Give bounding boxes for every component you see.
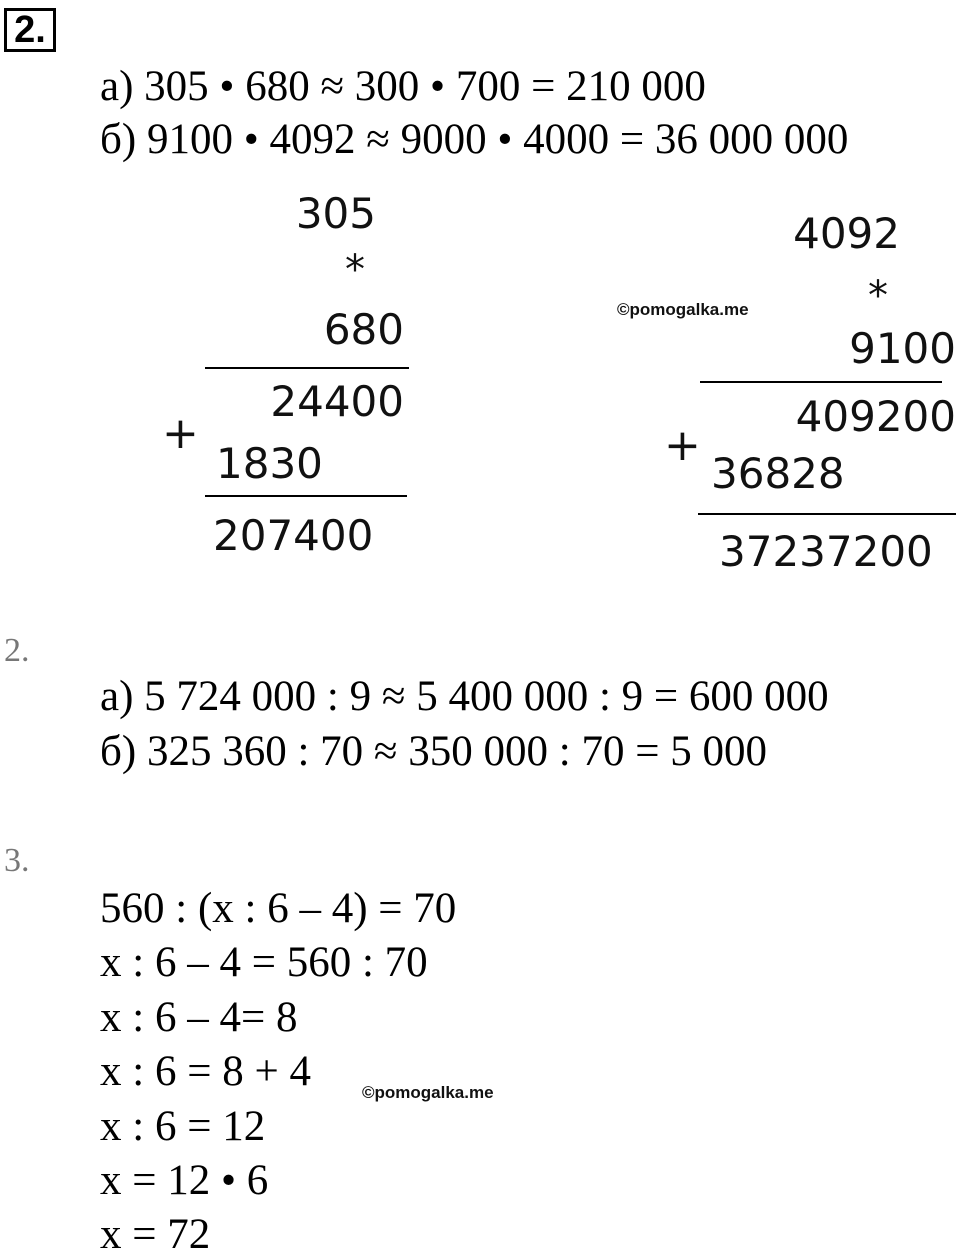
section-number: 3. <box>4 842 30 879</box>
equation-line: x : 6 = 12 <box>100 1103 266 1150</box>
watermark: ©pomogalka.me <box>617 300 749 319</box>
partial-product-1: 24400 <box>270 377 404 426</box>
multiplier: 9100 <box>849 324 956 373</box>
equation-line: x : 6 – 4 = 560 : 70 <box>100 939 428 986</box>
rule-line <box>205 495 407 497</box>
task2-line-a: а) 305 • 680 ≈ 300 • 700 = 210 000 <box>100 63 706 110</box>
section2-line-a: а) 5 724 000 : 9 ≈ 5 400 000 : 9 = 600 000 <box>100 673 829 720</box>
rule-line <box>205 367 409 369</box>
equation-line: x : 6 = 8 + 4 <box>100 1048 311 1095</box>
product-result: 37237200 <box>719 527 933 576</box>
section-number: 2. <box>4 632 30 669</box>
watermark: ©pomogalka.me <box>362 1083 494 1102</box>
partial-product-2: 36828 <box>711 449 845 498</box>
rule-line <box>700 381 942 383</box>
partial-product-1: 409200 <box>795 392 956 441</box>
plus-sign: + <box>162 408 199 459</box>
multiplier: 680 <box>323 305 404 354</box>
equation-line: 560 : (x : 6 – 4) = 70 <box>100 885 457 932</box>
plus-sign: + <box>664 420 701 471</box>
equation-line: x = 72 <box>100 1211 211 1258</box>
product-result: 207400 <box>213 511 374 560</box>
section2-line-b: б) 325 360 : 70 ≈ 350 000 : 70 = 5 000 <box>100 728 767 775</box>
task2-line-b: б) 9100 • 4092 ≈ 9000 • 4000 = 36 000 000 <box>100 116 849 163</box>
equation-line: x = 12 • 6 <box>100 1157 269 1204</box>
task-number-box: 2. <box>4 8 56 52</box>
rule-line <box>698 513 956 515</box>
partial-product-2: 1830 <box>216 439 323 488</box>
multiply-sign: * <box>345 247 365 293</box>
multiplicand: 4092 <box>793 209 900 258</box>
multiply-sign: * <box>868 273 888 319</box>
multiplicand: 305 <box>295 189 376 238</box>
equation-line: x : 6 – 4= 8 <box>100 994 298 1041</box>
